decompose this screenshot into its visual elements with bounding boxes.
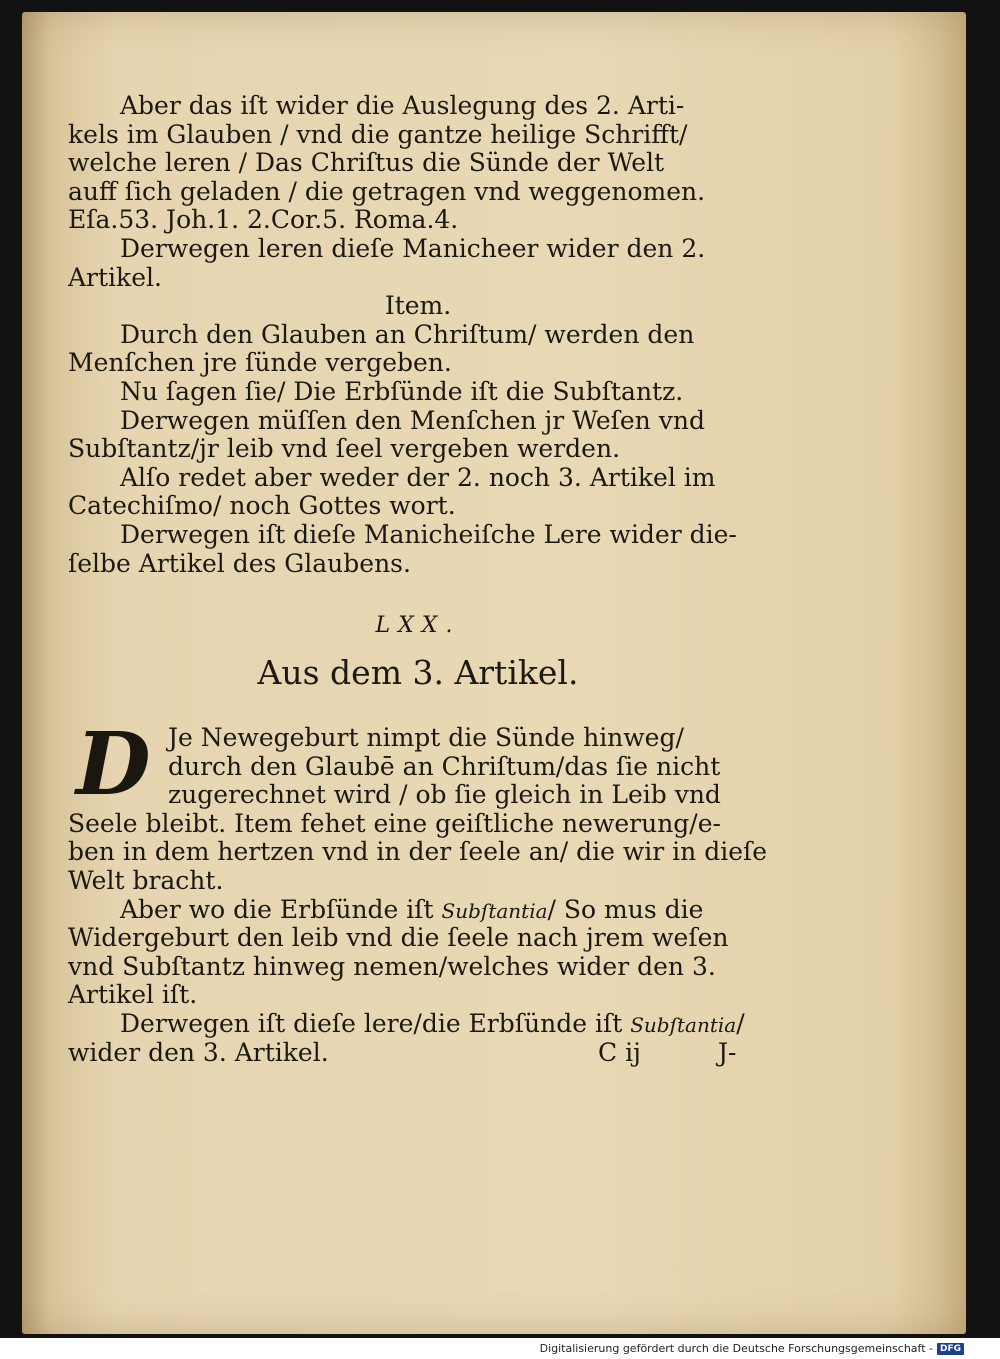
text-line: Derwegen leren dieſe Manicheer wider den 2. xyxy=(120,233,706,263)
text-line xyxy=(68,896,768,925)
catchword: J- xyxy=(718,1037,737,1067)
item-heading: Item. xyxy=(384,291,452,321)
digitization-footer xyxy=(540,1342,964,1355)
text-line: wider den 3. Artikel. xyxy=(68,1037,329,1067)
text-line: auff ſich geladen / die getragen vnd weggenomen. xyxy=(68,176,706,206)
text-line: Seele bleibt. Item fehet eine geiſtliche newerung/e- xyxy=(68,808,721,838)
text-line: Eſa.53. Joh.1. 2.Cor.5. Roma.4. xyxy=(68,205,459,235)
dfg-logo-icon: DFG xyxy=(937,1343,964,1355)
text-run: / So mus die xyxy=(547,894,704,924)
chapter-opening xyxy=(68,714,768,896)
text-run: Derwegen iſt dieſe lere/die Erbſünde iſt xyxy=(120,1009,631,1039)
latin-term: Subſtantia xyxy=(630,1013,737,1038)
latin-term: Subſtantia xyxy=(441,898,548,923)
text-line: Durch den Glauben an Chriſtum/ werden den xyxy=(120,319,695,349)
footer-text: Digitalisierung gefördert durch die Deutsche Forschungsgemeinschaft - xyxy=(539,1342,933,1355)
text-line: Widergeburt den leib vnd die ſeele nach jrem weſen xyxy=(68,923,729,953)
text-line: Je Newegeburt nimpt die Sünde hinweg/ xyxy=(168,723,684,753)
text-line: kels im Glauben / vnd die gantze heilige Schrifft/ xyxy=(68,119,688,149)
drop-cap-initial: D xyxy=(76,714,151,816)
last-line-row xyxy=(68,1039,768,1068)
text-line: Catechiſmo/ noch Gottes wort. xyxy=(68,491,456,521)
text-line: Alſo redet aber weder der 2. noch 3. Artikel im xyxy=(120,462,716,492)
text-line: welche leren / Das Chriſtus die Sünde der Welt xyxy=(68,148,665,178)
text-line: Derwegen müſſen den Menſchen jr Weſen vnd xyxy=(120,405,705,435)
text-line: Nu ſagen ſie/ Die Erbſünde iſt die Subſtantz. xyxy=(120,376,684,406)
text-line xyxy=(68,1010,768,1039)
text-line: Artikel. xyxy=(68,262,162,292)
chapter-heading: Aus dem 3. Artikel. xyxy=(257,653,579,693)
text-line: zugerechnet wird / ob ſie gleich in Leib vnd xyxy=(168,780,721,810)
chapter-numeral: LXX. xyxy=(375,613,461,639)
text-run: / xyxy=(736,1009,745,1039)
text-line: Menſchen jre ſünde vergeben. xyxy=(68,348,452,378)
text-line: Subſtantz/jr leib vnd ſeel vergeben werden. xyxy=(68,434,621,464)
text-line: ben in dem hertzen vnd in der ſeele an/ die wir in dieſe xyxy=(68,837,768,867)
text-run: Aber wo die Erbſünde iſt xyxy=(120,894,442,924)
text-line: durch den Glaubē an Chriſtum/das ſie nicht xyxy=(168,751,721,781)
page-text xyxy=(68,92,768,1067)
signature-mark: C ij xyxy=(598,1037,641,1067)
text-line: vnd Subſtantz hinweg nemen/welches wider den 3. xyxy=(68,951,716,981)
text-line: ſelbe Artikel des Glaubens. xyxy=(68,548,411,578)
text-line: Artikel iſt. xyxy=(68,980,198,1010)
text-line: Aber das iſt wider die Auslegung des 2. Arti- xyxy=(120,91,685,120)
text-line: Derwegen iſt dieſe Manicheiſche Lere wider die- xyxy=(120,519,737,549)
text-line: Welt bracht. xyxy=(68,866,224,896)
